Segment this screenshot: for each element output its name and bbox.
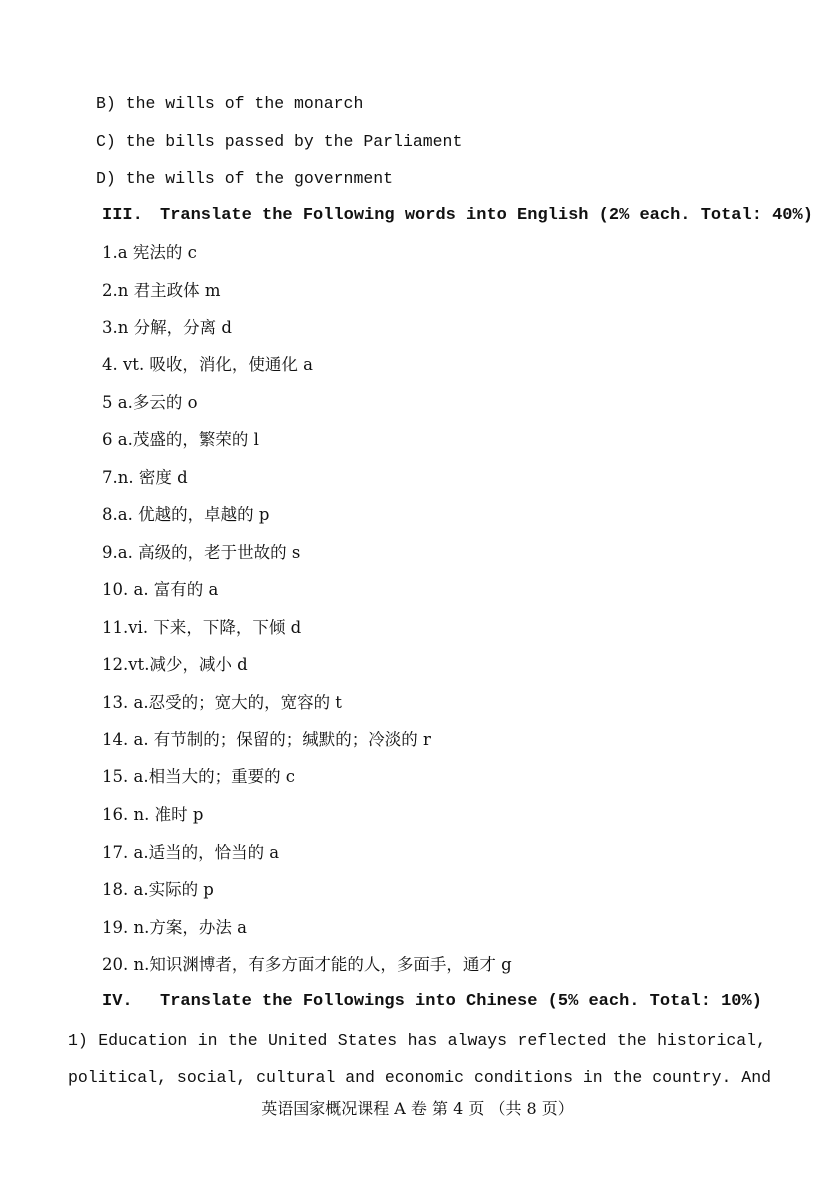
option-d: D) the wills of the government: [96, 169, 394, 188]
vocab-item-17: 17. a.适当的，恰当的 a: [102, 843, 280, 862]
vocab-item-14: 14. a. 有节制的；保留的；缄默的；冷淡的 r: [102, 730, 431, 749]
vocab-item-11: 11.vi. 下来，下降，下倾 d: [102, 618, 302, 637]
vocab-item-13: 13. a.忍受的；宽大的，宽容的 t: [102, 693, 342, 712]
vocab-item-5: 5 a.多云的 o: [102, 393, 198, 412]
paragraph-line-2: political, social, cultural and economic conditions in the country. And: [68, 1068, 772, 1087]
page-footer: 英语国家概况课程 A 卷 第 4 页 （共 8 页）: [261, 1099, 574, 1118]
paragraph-line-1: 1) Education in the United States has always reflected the historical,: [68, 1031, 766, 1050]
vocab-item-9: 9.a. 高级的，老于世故的 s: [102, 543, 301, 562]
vocab-item-19: 19. n.方案，办法 a: [102, 918, 247, 937]
vocab-item-12: 12.vt.减少，减小 d: [102, 655, 248, 674]
vocab-item-3: 3.n 分解，分离 d: [102, 318, 232, 337]
vocab-item-15: 15. a.相当大的；重要的 c: [102, 767, 296, 786]
vocab-item-20: 20. n.知识渊博者，有多方面才能的人，多面手，通才 g: [102, 955, 512, 974]
option-c: C) the bills passed by the Parliament: [96, 132, 463, 151]
vocab-item-1: 1.a 宪法的 c: [102, 243, 197, 262]
section-4-title: Translate the Followings into Chinese (5% each. Total: 10%): [160, 992, 762, 1011]
section-3-number: III.: [102, 206, 143, 225]
vocab-item-6: 6 a.茂盛的，繁荣的 l: [102, 430, 259, 449]
vocab-item-8: 8.a. 优越的，卓越的 p: [102, 505, 270, 524]
vocab-item-2: 2.n 君主政体 m: [102, 281, 221, 300]
vocab-item-7: 7.n. 密度 d: [102, 468, 188, 487]
vocab-item-18: 18. a.实际的 p: [102, 880, 214, 899]
section-3-title: Translate the Following words into English (2% each. Total: 40%): [160, 206, 813, 225]
section-4-number: IV.: [102, 992, 133, 1011]
vocab-item-4: 4. vt. 吸收，消化，使通化 a: [102, 355, 314, 374]
option-b: B) the wills of the monarch: [96, 94, 364, 113]
vocab-item-10: 10. a. 富有的 a: [102, 580, 219, 599]
vocab-item-16: 16. n. 准时 p: [102, 805, 204, 824]
